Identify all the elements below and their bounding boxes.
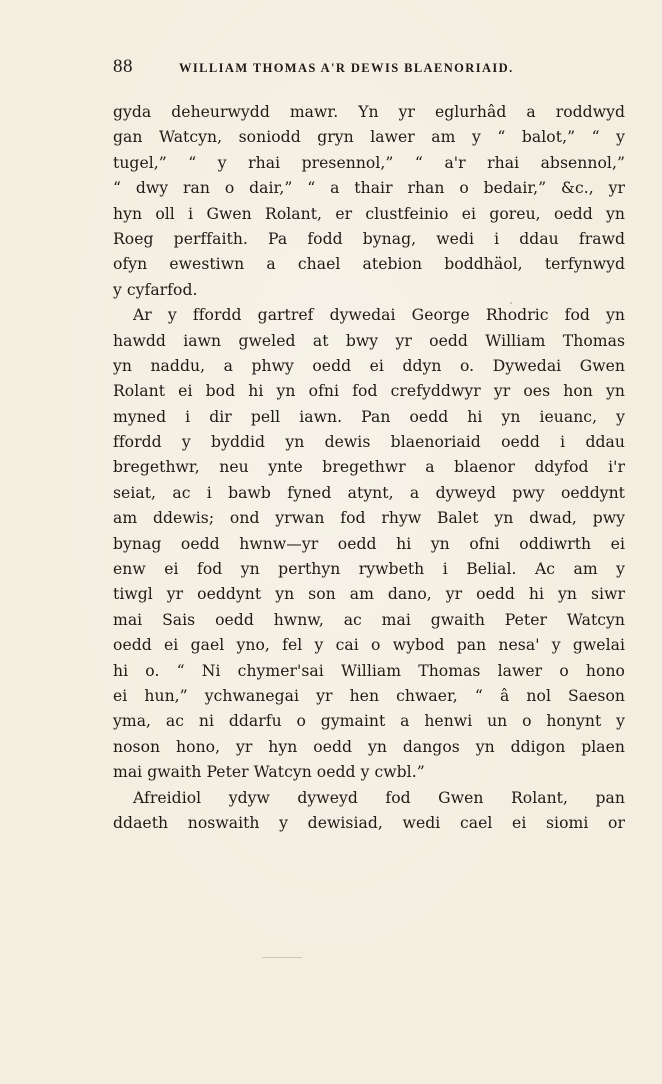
text-line: tiwgl yr oeddynt yn son am dano, yr oedd hi yn siwr bbox=[113, 585, 625, 604]
text-line: enw ei fod yn perthyn rywbeth i Belial. Ac am y bbox=[113, 560, 625, 579]
text-line: bynag oedd hwnw—yr oedd hi yn ofni oddiwrth ei bbox=[113, 534, 625, 553]
text-line: ffordd y byddid yn dewis blaenoriaid oedd i ddau bbox=[113, 433, 625, 452]
text-line: ei hun,” ychwanegai yr hen chwaer, “ â nol Saeson bbox=[113, 686, 625, 705]
text-line: “ dwy ran o dair,” “ a thair rhan o bedair,” &c., yr bbox=[113, 179, 625, 198]
paper-mark bbox=[262, 957, 302, 958]
text-line: hi o. “ Ni chymer'sai William Thomas lawer o hono bbox=[113, 661, 625, 680]
text-line: ofyn ewestiwn a chael atebion boddhäol, terfynwyd bbox=[113, 255, 625, 274]
text-line: bregethwr, neu ynte bregethwr a blaenor ddyfod i'r bbox=[113, 458, 625, 477]
running-title: WILLIAM THOMAS A'R DEWIS BLAENORIAID. bbox=[179, 61, 514, 75]
text-line: gyda deheurwydd mawr. Yn yr eglurhâd a roddwyd bbox=[113, 103, 625, 121]
text-line: Rolant ei bod hi yn ofni fod crefyddwyr yr oes hon yn bbox=[113, 382, 625, 401]
text-line: yn naddu, a phwy oedd ei ddyn o. Dywedai Gwen bbox=[113, 356, 625, 375]
text-line: y cyfarfod. bbox=[113, 280, 198, 299]
paper-speck bbox=[510, 302, 512, 304]
running-head bbox=[113, 56, 563, 84]
paragraph-start-line: Ar y ffordd gartref dywedai George Rhodric fod yn bbox=[133, 306, 625, 325]
text-line: hawdd iawn gweled at bwy yr oedd William Thomas bbox=[113, 331, 625, 350]
text-line: mai Sais oedd hwnw, ac mai gwaith Peter Watcyn bbox=[113, 610, 625, 629]
text-line: Roeg perffaith. Pa fodd bynag, wedi i ddau frawd bbox=[113, 229, 625, 248]
text-line: mai gwaith Peter Watcyn oedd y cwbl.” bbox=[113, 763, 425, 782]
text-line: ddaeth noswaith y dewisiad, wedi cael ei siomi or bbox=[113, 813, 625, 832]
text-line: yma, ac ni ddarfu o gymaint a henwi un o honynt y bbox=[113, 712, 625, 731]
body-text bbox=[113, 100, 625, 836]
text-line: oedd ei gael yno, fel y cai o wybod pan nesa' y gwelai bbox=[113, 636, 625, 655]
text-line: hyn oll i Gwen Rolant, er clustfeinio ei goreu, oedd yn bbox=[113, 204, 625, 223]
text-line: myned i dir pell iawn. Pan oedd hi yn ieuanc, y bbox=[113, 407, 625, 426]
paragraph-start-line: Afreidiol ydyw dyweyd fod Gwen Rolant, pan bbox=[133, 788, 625, 807]
text-line: noson hono, yr hyn oedd yn dangos yn ddigon plaen bbox=[113, 737, 625, 756]
text-line: seiat, ac i bawb fyned atynt, a dyweyd pwy oeddynt bbox=[113, 483, 625, 502]
text-line: tugel,” “ y rhai presennol,” “ a'r rhai absennol,” bbox=[113, 153, 625, 172]
page-number: 88 bbox=[113, 56, 133, 77]
text-line: am ddewis; ond yrwan fod rhyw Balet yn dwad, pwy bbox=[113, 509, 625, 528]
text-line: gan Watcyn, soniodd gryn lawer am y “ balot,” “ y bbox=[113, 128, 625, 147]
